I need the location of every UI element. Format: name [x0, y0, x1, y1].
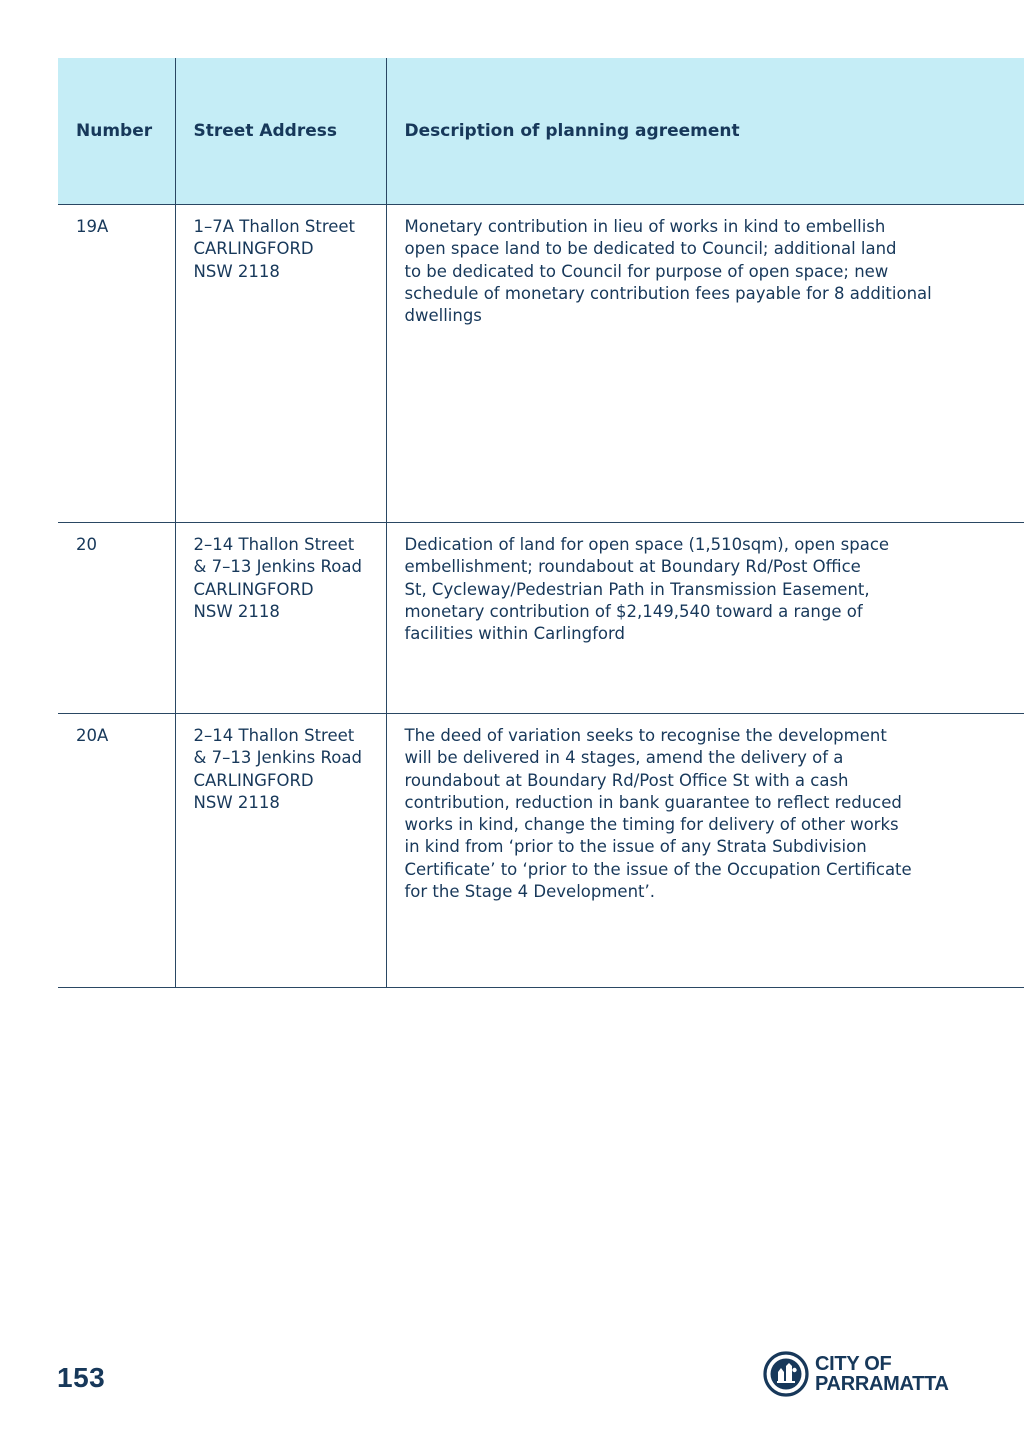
description-line: dwellings — [404, 306, 482, 326]
description-line: St, Cycleway/Pedestrian Path in Transmission Easement, — [404, 579, 870, 599]
cell-address — [175, 205, 386, 523]
description-line: embellishment; roundabout at Boundary Rd/Post Office — [404, 557, 861, 577]
table-row — [58, 205, 1024, 523]
address-line: NSW 2118 — [193, 792, 280, 812]
description-line: Monetary contribution in lieu of works in kind to embellish — [404, 217, 886, 236]
address-line: CARLINGFORD — [193, 239, 314, 259]
page-number: 153 — [57, 1362, 106, 1393]
cell-address — [175, 714, 386, 988]
description-line: roundabout at Boundary Rd/Post Office St with a cash — [404, 770, 849, 790]
cell-description — [386, 714, 1024, 988]
description-line: for the Stage 4 Development’. — [404, 882, 655, 902]
description-line: schedule of monetary contribution fees payable for 8 additional — [404, 283, 932, 303]
description-line: works in kind, change the timing for delivery of other works — [404, 815, 899, 835]
description-line: facilities within Carlingford — [404, 624, 625, 644]
address-line: NSW 2118 — [193, 261, 280, 281]
address-line: 1–7A Thallon Street — [193, 217, 356, 236]
description-line: monetary contribution of $2,149,540 toward a range of — [404, 601, 863, 621]
city-of-parramatta-logo — [763, 1351, 963, 1399]
cell-number: 19A — [58, 205, 175, 523]
cell-number: 20A — [58, 714, 175, 988]
header-street-address: Street Address — [175, 58, 386, 205]
logo-wordmark — [815, 1354, 949, 1394]
description-line: contribution, reduction in bank guarantee to reflect reduced — [404, 792, 902, 812]
city-crest-icon — [763, 1351, 809, 1397]
description-line: in kind from ‘prior to the issue of any Strata Subdivision — [404, 837, 867, 857]
header-description: Description of planning agreement — [386, 58, 1024, 205]
logo-line-2: PARRAMATTA — [815, 1373, 949, 1395]
header-number: Number — [58, 58, 175, 205]
description-line: will be delivered in 4 stages, amend the delivery of a — [404, 748, 844, 768]
description-line: Certificate’ to ‘prior to the issue of the Occupation Certificate — [404, 859, 912, 879]
cell-description — [386, 205, 1024, 523]
description-line: to be dedicated to Council for purpose of open space; new — [404, 261, 889, 281]
address-line: & 7–13 Jenkins Road — [193, 557, 362, 577]
cell-description — [386, 523, 1024, 714]
address-line: CARLINGFORD — [193, 770, 314, 790]
address-line: CARLINGFORD — [193, 579, 314, 599]
table-row — [58, 523, 1024, 714]
address-line: 2–14 Thallon Street — [193, 535, 355, 554]
address-line: 2–14 Thallon Street — [193, 726, 355, 745]
table-header-row — [58, 58, 1024, 205]
cell-number: 20 — [58, 523, 175, 714]
table-row — [58, 714, 1024, 988]
planning-agreements-table — [58, 58, 1024, 988]
description-line: Dedication of land for open space (1,510sqm), open space — [404, 535, 890, 554]
description-line: open space land to be dedicated to Council; additional land — [404, 239, 897, 259]
description-line: The deed of variation seeks to recognise the development — [404, 726, 887, 745]
cell-address — [175, 523, 386, 714]
address-line: NSW 2118 — [193, 601, 280, 621]
logo-line-1: CITY OF — [815, 1353, 892, 1375]
address-line: & 7–13 Jenkins Road — [193, 748, 362, 768]
